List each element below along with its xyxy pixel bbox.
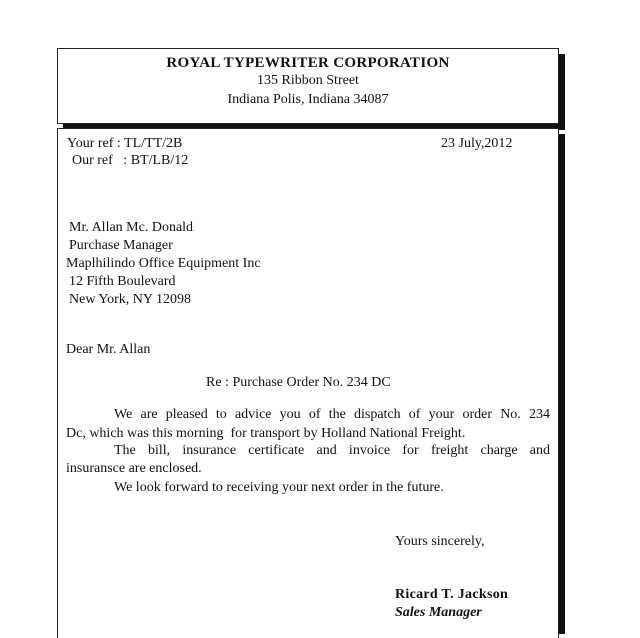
paragraph-2-line-1: The bill, insurance certificate and invoice for freight charge and [114,443,550,458]
paragraph-3-line-1: We look forward to receiving your next order in the future. [114,480,444,495]
recipient-name: Mr. Allan Mc. Donald [69,220,194,235]
paragraph-1-line-2: Dc, which was this morning for transport by Holland National Freight. [66,426,466,441]
company-city: Indiana Polis, Indiana 34087 [227,92,389,107]
company-name: ROYAL TYPEWRITER CORPORATION [166,55,450,71]
valediction: Yours sincerely, [395,534,485,549]
your-reference: Your ref : TL/TT/2B [67,136,183,151]
subject-line: Re : Purchase Order No. 234 DC [206,375,391,390]
recipient-company: Maplhilindo Office Equipment Inc [66,256,261,271]
company-street: 135 Ribbon Street [257,73,359,88]
paragraph-2-line-2: insuransce are enclosed. [66,461,202,476]
signer-title: Sales Manager [395,605,482,620]
recipient-address-line1: 12 Fifth Boulevard [69,274,176,289]
signer-name: Ricard T. Jackson [395,587,509,602]
letterhead-shadow [559,54,565,130]
letter-date: 23 July,2012 [441,136,513,151]
paragraph-1-line-1: We are pleased to advice you of the dispatch of your order No. 234 [114,407,550,422]
recipient-title: Purchase Manager [69,238,173,253]
recipient-address-line2: New York, NY 12098 [69,292,191,307]
our-reference: Our ref : BT/LB/12 [72,153,189,168]
salutation: Dear Mr. Allan [66,342,151,357]
letter-body-shadow [559,134,565,634]
